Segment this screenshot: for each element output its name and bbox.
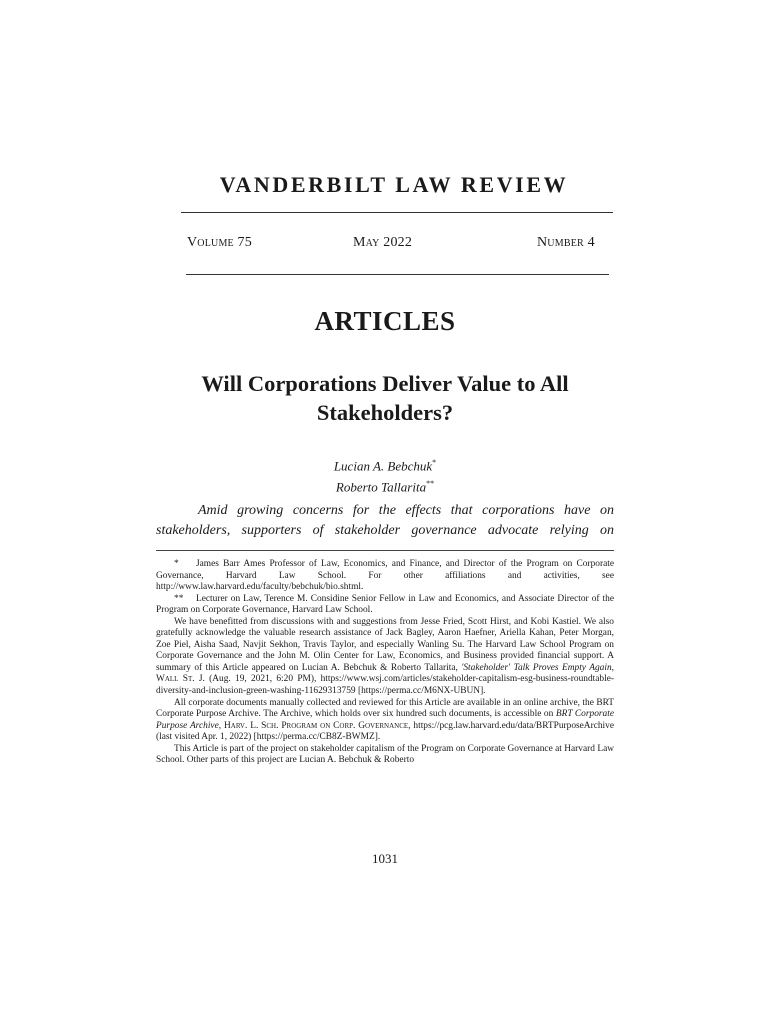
footnote-2-text: Lecturer on Law, Terence M. Considine Senior Fellow in Law and Economics, and Associate Director of the Program on Corporate Governance, Harvard Law School. — [156, 593, 614, 616]
acknowledgments-text: We have benefitted from discussions with and suggestions from Jesse Fried, Scott Hirst, and Kobi Kastiel. We also gratefully acknowledge the valuable research assistance of Jack Bagley, Aaron Haefner, Ariella Kahan, Peter Morgan, Zoe Piel, Aisha Saad, Navjit Sekhon, Travis Taylor, and especially Wanling Su. The Harvard Law School Program on Corporate Governance and the John M. Olin Center for Law, Economics, and Business provided financial support. A summary of this Article appeared on Lucian A. Bebchuk & Roberto Tallarita, — [156, 616, 614, 673]
header-rule-top — [181, 212, 613, 213]
author-2-footnote-mark: ** — [426, 479, 435, 489]
footnote-2 — [156, 594, 614, 617]
footnote-1-symbol: * — [174, 559, 179, 569]
footnote-2-symbol: ** — [174, 593, 184, 604]
abstract — [156, 501, 614, 541]
section-heading: ARTICLES — [314, 306, 456, 336]
archive-text: All corporate documents manually collected and reviewed for this Article are available in an online archive, the BRT Corporate Purpose Archive. The Archive, which holds over six hundred such documents, is accessible on — [156, 697, 614, 720]
article-title — [150, 369, 620, 427]
citation-details: (Aug. 19, 2021, 6:20 PM), https://www.wsj.com/articles/stakeholder-capitalism-esg-business-roundtable-diversity-and-inclusion-green-washing-11629313759 [https://perma.cc/M6NX-UBUN]. — [156, 674, 615, 697]
footnotes — [156, 559, 614, 767]
page-number: 1031 — [372, 851, 398, 866]
citation-source: Wall St. J. — [156, 674, 205, 685]
article-title-line-2: Stakeholders? — [316, 400, 454, 425]
author-1 — [0, 454, 770, 475]
author-1-name: Lucian A. Bebchuk — [333, 458, 433, 474]
footnote-separator — [156, 550, 614, 551]
article-title-line-1: Will Corporations Deliver Value to All — [201, 371, 569, 396]
abstract-line-2: stakeholders, supporters of stakeholder governance advocate relying on — [156, 523, 614, 538]
footnote-acknowledgments: We have benefitted from discussions with and suggestions from Jesse Fried, Scott Hirst, and Kobi Kastiel. We also gratefully acknowledge the valuable research assistance of Jack Bagley, Aaron Haefner, Ariella Kahan, Peter Morgan, Zoe Piel, Aisha Saad, Navjit Sekhon, Travis Taylor, and especially Wanling Su. The Harvard Law School Program on Corporate Governance and the John M. Olin Center for Law, Economics, and Business provided financial support. A summary of this Article appeared on Lucian A. Bebchuk & Roberto Tallarita, 'Stakeholder' Talk Proves Empty Again, Wall St. J. (Aug. 19, 2021, 6:20 PM), https://www.wsj.com/articles/stakeholder-capitalism-esg-business-roundtable-diversity-and-inclusion-green-washing-11629313759 [https://perma.cc/M6NX-UBUN]. — [156, 616, 615, 697]
issue-date: May 2022 — [353, 235, 413, 250]
footnote-archive — [156, 698, 614, 744]
project-text: This Article is part of the project on stakeholder capitalism of the Program on Corporate Governance at Harvard Law School. Other parts of this project are Lucian A. Bebchuk & Roberto — [156, 743, 614, 766]
citation-title: 'Stakeholder' Talk Proves Empty Again — [461, 662, 612, 673]
header-rule-bottom — [186, 274, 609, 275]
author-2-name: Roberto Tallarita — [335, 479, 427, 495]
archive-source: Harv. L. Sch. Program on Corp. Governance, — [224, 720, 411, 731]
volume-label: Volume 75 — [187, 235, 252, 250]
author-list — [0, 454, 770, 497]
author-2 — [0, 475, 770, 496]
journal-name: VANDERBILT LAW REVIEW — [219, 172, 569, 197]
issue-number: Number 4 — [537, 235, 595, 250]
author-1-footnote-mark: * — [432, 458, 437, 467]
footnote-1 — [156, 559, 614, 594]
footnote-project — [156, 744, 614, 767]
footnote-1-text: James Barr Ames Professor of Law, Economics, and Finance, and Director of the Program on Corporate Governance, Harvard Law School. For other affiliations and activities, see http://www.law.harvard.edu/faculty/bebchuk/bio.shtml. — [156, 559, 614, 593]
archive-details: https://pcg.law.harvard.edu/data/BRTPurposeArchive (last visited Apr. 1, 2022) [https://perma.cc/CB8Z-BWMZ]. — [156, 720, 615, 743]
archive-title: BRT Corporate Purpose Archive, — [156, 709, 614, 731]
abstract-line-1 — [156, 501, 614, 521]
abstract-line-1-text: Amid growing concerns for the effects that corporations have on — [198, 503, 614, 518]
